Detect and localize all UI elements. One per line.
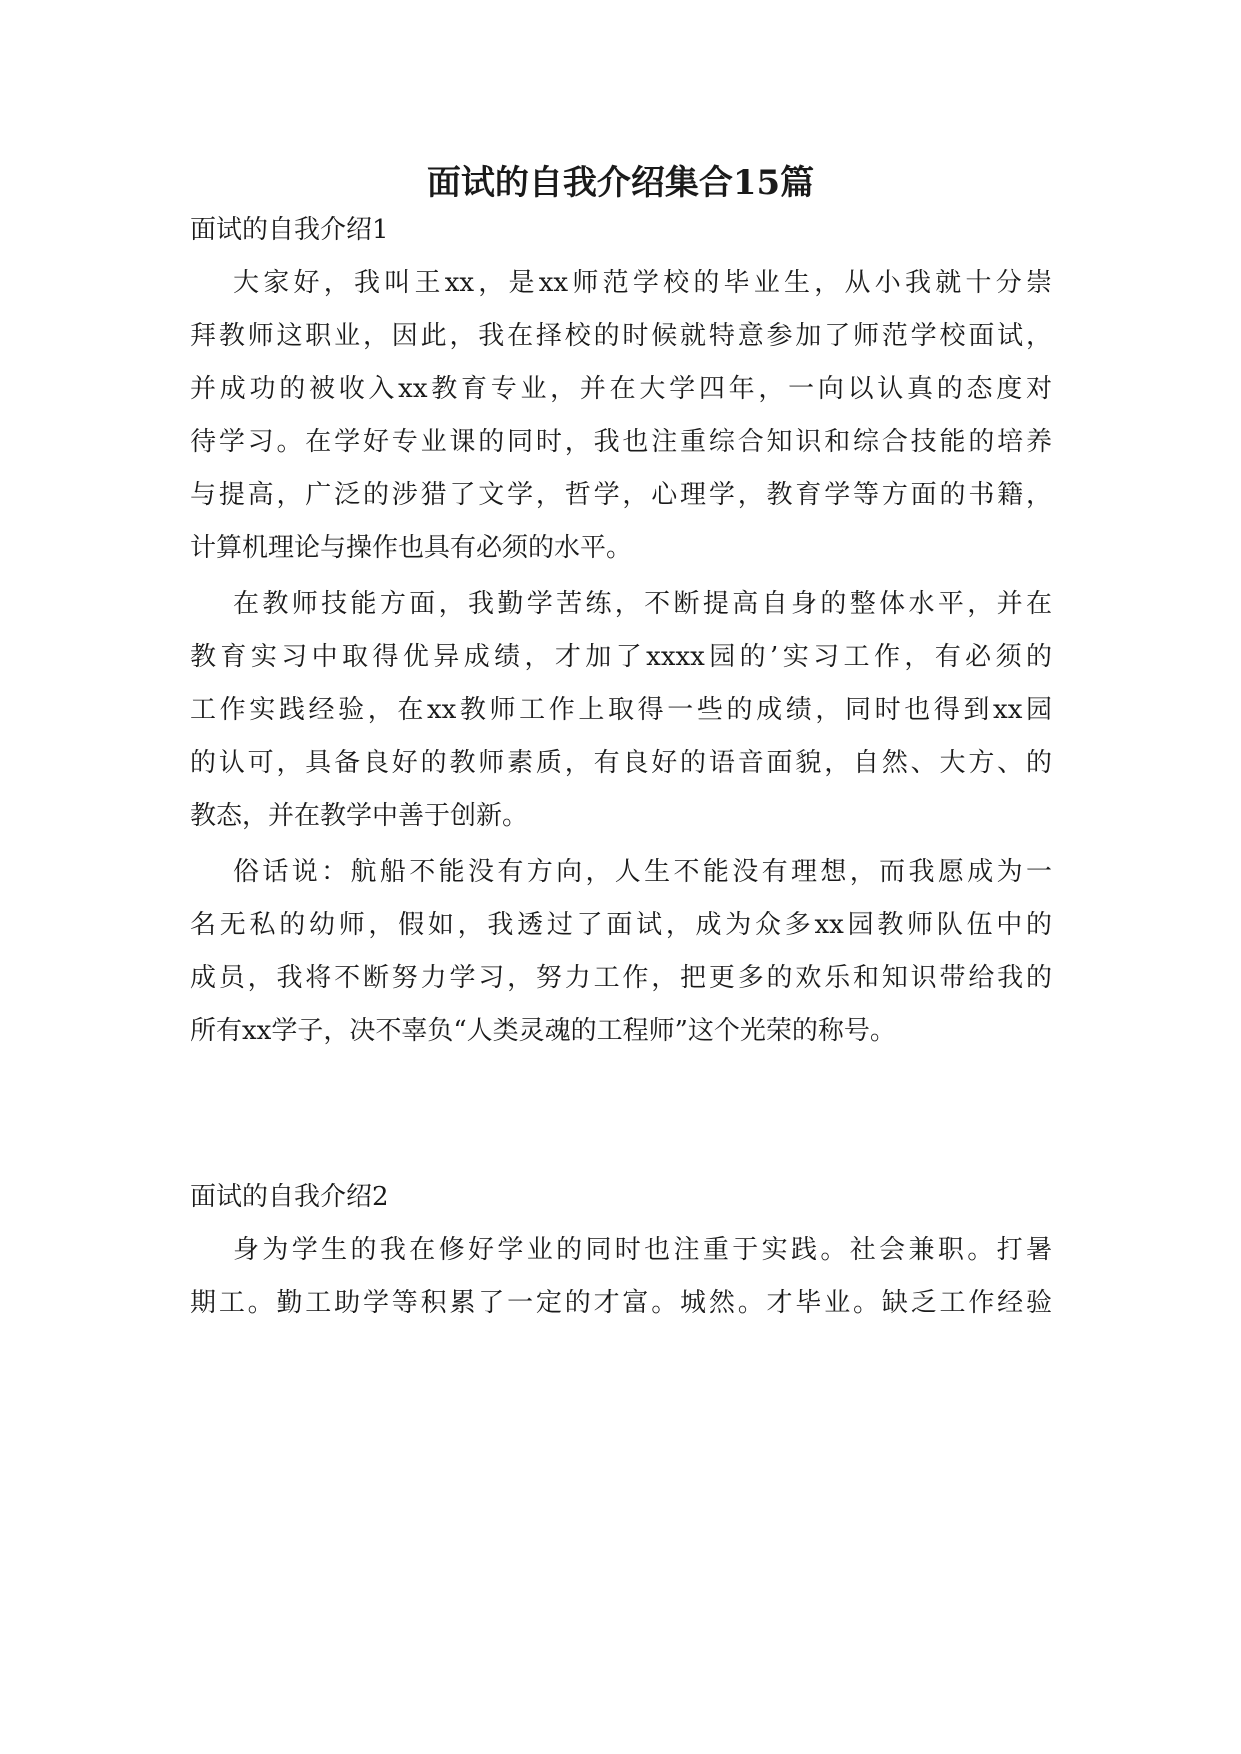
paragraph-line: 俗话说：航船不能没有方向，人生不能没有理想，而我愿成为一	[233, 857, 1052, 887]
paragraph-line: 名无私的幼师，假如，我透过了面试，成为众多xx园教师队伍中的	[190, 910, 1052, 940]
paragraph-line: 身为学生的我在修好学业的同时也注重于实践。社会兼职。打暑	[233, 1235, 1052, 1265]
paragraph-line: 计算机理论与操作也具有必须的水平。	[190, 533, 633, 563]
paragraph-line: 成员，我将不断努力学习，努力工作，把更多的欢乐和知识带给我的	[190, 963, 1052, 993]
section-heading-2: 面试的自我介绍2	[190, 1182, 389, 1212]
paragraph-line: 在教师技能方面，我勤学苦练，不断提高自身的整体水平，并在	[233, 589, 1052, 619]
paragraph-line: 所有xx学子，决不辜负“人类灵魂的工程师”这个光荣的称号。	[190, 1016, 896, 1046]
section-heading-1: 面试的自我介绍1	[190, 215, 389, 245]
paragraph-line: 期工。勤工助学等积累了一定的才富。城然。才毕业。缺乏工作经验	[190, 1288, 1052, 1318]
paragraph-line: 教育实习中取得优异成绩，才加了xxxx园的’实习工作，有必须的	[190, 642, 1052, 672]
paragraph-line: 大家好，我叫王xx，是xx师范学校的毕业生，从小我就十分崇	[233, 268, 1052, 298]
paragraph-line: 工作实践经验，在xx教师工作上取得一些的成绩，同时也得到xx园	[190, 695, 1052, 725]
paragraph-line: 教态，并在教学中善于创新。	[190, 801, 529, 831]
paragraph-line: 拜教师这职业，因此，我在择校的时候就特意参加了师范学校面试，	[190, 321, 1052, 351]
paragraph-line: 的认可，具备良好的教师素质，有良好的语音面貌，自然、大方、的	[190, 748, 1052, 778]
paragraph-line: 并成功的被收入xx教育专业，并在大学四年，一向以认真的态度对	[190, 374, 1052, 404]
paragraph-line: 待学习。在学好专业课的同时，我也注重综合知识和综合技能的培养	[190, 427, 1052, 457]
paragraph-line: 与提高，广泛的涉猎了文学，哲学，心理学，教育学等方面的书籍，	[190, 480, 1052, 510]
document-title: 面试的自我介绍集合15篇	[426, 163, 815, 203]
